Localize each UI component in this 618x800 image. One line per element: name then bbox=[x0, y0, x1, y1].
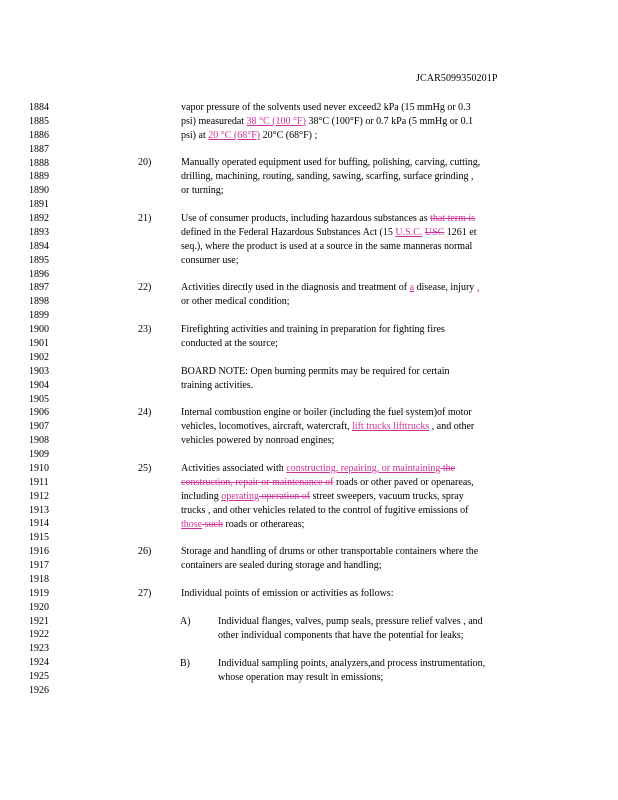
text-line: whose operation may result in emissions; bbox=[218, 672, 384, 683]
line-number: 1897 bbox=[29, 282, 49, 294]
line-number: 1909 bbox=[29, 449, 49, 460]
text-line: conducted at the source; bbox=[181, 338, 278, 349]
line-number: 1886 bbox=[29, 129, 49, 141]
line-number: 1904 bbox=[29, 379, 49, 391]
line-number: 1887 bbox=[29, 143, 49, 155]
deleted-text: the bbox=[440, 463, 456, 474]
item-number: 23) bbox=[138, 324, 152, 335]
line-number: 1922 bbox=[29, 629, 49, 641]
line-number: 1910 bbox=[29, 462, 49, 474]
text-line: including operating operation of street sweepers, vacuum trucks, spray bbox=[181, 491, 464, 502]
subitem-letter: A) bbox=[180, 616, 191, 627]
inserted-text: a bbox=[409, 282, 415, 293]
inserted-text: operating bbox=[221, 491, 260, 502]
subitem-letter: B) bbox=[180, 658, 190, 669]
item-number: 25) bbox=[138, 463, 152, 474]
line-number: 1921 bbox=[29, 615, 49, 627]
text-line: vehicles powered by nonroad engines; bbox=[181, 435, 335, 446]
line-number: 1894 bbox=[29, 240, 49, 252]
line-number: 1898 bbox=[29, 296, 49, 308]
inserted-text: , bbox=[476, 282, 480, 293]
line-number: 1913 bbox=[29, 504, 49, 516]
deleted-text: such bbox=[202, 519, 223, 530]
line-number: 1920 bbox=[29, 601, 49, 613]
line-number: 1884 bbox=[29, 102, 49, 113]
line-number: 1908 bbox=[29, 435, 49, 447]
text-line: Manually operated equipment used for buffing, polishing, carving, cutting, bbox=[181, 157, 481, 168]
line-number: 1888 bbox=[29, 157, 49, 169]
text-line: Individual sampling points, analyzers,and process instrumentation, bbox=[218, 658, 486, 669]
line-number: 1919 bbox=[29, 587, 49, 599]
text-line: psi) measuredat 38 °C (100 °F) 38°C (100°F) or 0.7 kPa (5 mmHg or 0.1 bbox=[181, 116, 474, 127]
text-line: Firefighting activities and training in preparation for fighting fires bbox=[181, 324, 445, 335]
line-number: 1899 bbox=[29, 310, 49, 322]
board-note: BOARD NOTE: Open burning permits may be required for certain bbox=[181, 366, 450, 377]
line-number: 1912 bbox=[29, 490, 49, 502]
text-line: or turning; bbox=[181, 185, 224, 196]
inserted-text: 20 °C (68°F) bbox=[208, 130, 261, 141]
line-number: 1914 bbox=[29, 518, 49, 530]
line-number: 1917 bbox=[29, 560, 49, 571]
line-number: 1911 bbox=[29, 476, 49, 488]
text-line: or other medical condition; bbox=[181, 296, 290, 307]
inserted-text: constructing, repairing, or maintaining bbox=[286, 463, 441, 474]
line-number: 1916 bbox=[29, 546, 49, 558]
item-number: 20) bbox=[138, 157, 152, 168]
board-note: training activities. bbox=[181, 380, 254, 391]
text-line: drilling, machining, routing, sanding, sawing, scarfing, surface grinding , bbox=[181, 171, 474, 182]
deleted-text: operation of bbox=[259, 491, 311, 502]
line-number: 1900 bbox=[29, 324, 49, 336]
line-number: 1890 bbox=[29, 185, 49, 197]
text-line: construction, repair or maintenance of roads or other paved or openareas, bbox=[181, 477, 474, 488]
line-number: 1896 bbox=[29, 268, 49, 280]
line-number: 1885 bbox=[29, 115, 49, 127]
item-number: 27) bbox=[138, 588, 152, 599]
inserted-text: those bbox=[181, 519, 203, 530]
text-line: Individual flanges, valves, pump seals, pressure relief valves , and bbox=[218, 616, 483, 627]
text-line: Activities directly used in the diagnosis and treatment of a disease, injury , bbox=[181, 282, 480, 293]
text-line: vehicles, locomotives, aircraft, watercraft, lift trucks lifttrucks , and other bbox=[181, 421, 475, 432]
document-id: JCAR5099350201P bbox=[416, 73, 498, 84]
item-number: 26) bbox=[138, 546, 152, 557]
line-number: 1889 bbox=[29, 171, 49, 183]
text-line: those such roads or otherareas; bbox=[181, 519, 305, 530]
line-number: 1891 bbox=[29, 199, 49, 211]
line-number: 1892 bbox=[29, 213, 49, 224]
line-number: 1915 bbox=[29, 532, 49, 544]
item-number: 21) bbox=[138, 213, 152, 224]
line-number: 1905 bbox=[29, 393, 49, 405]
line-number: 1923 bbox=[29, 643, 49, 655]
line-number: 1902 bbox=[29, 351, 49, 363]
inserted-text: lifttrucks bbox=[390, 421, 430, 432]
inserted-text: U.S.C. bbox=[395, 227, 423, 238]
item-number: 24) bbox=[138, 407, 152, 418]
line-number: 1918 bbox=[29, 573, 49, 585]
text-line: vapor pressure of the solvents used never exceed2 kPa (15 mmHg or 0.3 bbox=[181, 102, 471, 113]
text-line: Individual points of emission or activities as follows: bbox=[181, 588, 394, 599]
text-line: Activities associated with constructing, repairing, or maintaining the bbox=[181, 463, 456, 474]
line-number: 1893 bbox=[29, 226, 49, 238]
text-line: trucks , and other vehicles related to the control of fugitive emissions of bbox=[181, 505, 469, 516]
text-line: other individual components that have the potential for leaks; bbox=[218, 630, 464, 641]
line-number: 1924 bbox=[29, 657, 49, 669]
deleted-text: construction, repair or maintenance of bbox=[181, 477, 334, 488]
inserted-text: lift trucks bbox=[352, 421, 391, 432]
inserted-text: 38 °C (100 °F) bbox=[246, 116, 306, 127]
text-line: Storage and handling of drums or other transportable containers where the bbox=[181, 546, 479, 557]
text-line: Use of consumer products, including hazardous substances as that term is bbox=[181, 213, 476, 224]
line-number: 1906 bbox=[29, 407, 49, 419]
deleted-text: that term is bbox=[430, 213, 476, 224]
line-number: 1925 bbox=[29, 671, 49, 683]
line-number: 1903 bbox=[29, 365, 49, 377]
line-number: 1907 bbox=[29, 421, 49, 433]
text-line: containers are sealed during storage and handling; bbox=[181, 560, 382, 571]
text-line: seq.), where the product is used at a source in the same manneras normal bbox=[181, 241, 473, 252]
text-line: consumer use; bbox=[181, 255, 239, 266]
line-number: 1926 bbox=[29, 685, 49, 696]
text-line: defined in the Federal Hazardous Substances Act (15 U.S.C. USC 1261 et bbox=[181, 227, 477, 238]
text-line: Internal combustion engine or boiler (including the fuel system)of motor bbox=[181, 407, 472, 418]
deleted-text: USC bbox=[424, 227, 445, 238]
line-number: 1895 bbox=[29, 254, 49, 266]
item-number: 22) bbox=[138, 282, 152, 293]
text-line: psi) at 20 °C (68°F) 20°C (68°F) ; bbox=[181, 130, 318, 141]
line-number: 1901 bbox=[29, 338, 49, 349]
